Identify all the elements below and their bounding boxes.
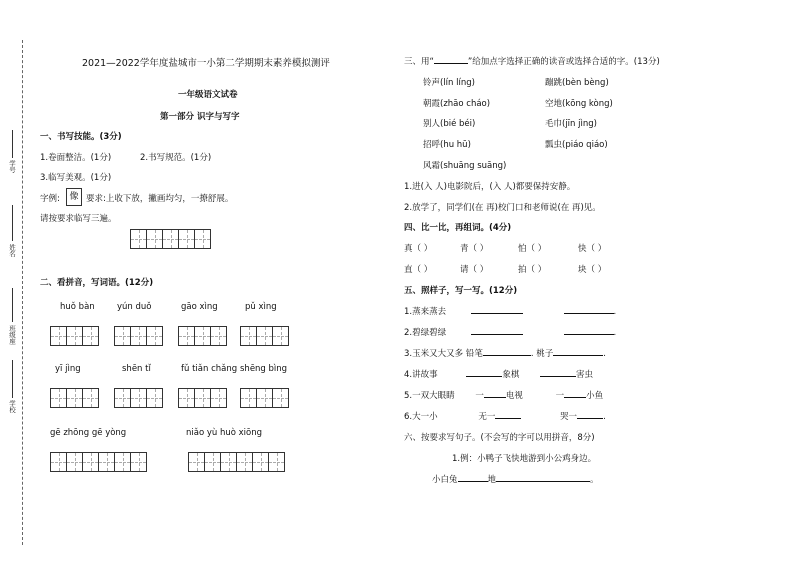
pinyin-choice[interactable]: 瓢虫(piáo qiáo) — [545, 140, 608, 150]
pinyin-label: shēn tǐ — [122, 364, 151, 374]
word-grid[interactable] — [50, 326, 99, 346]
binding-line — [22, 40, 24, 545]
word-grid[interactable] — [240, 388, 289, 408]
answer-blank[interactable] — [466, 376, 502, 377]
section-5-heading: 五、照样子，写一写。(12分) — [404, 286, 518, 296]
compare-item[interactable]: 青（ ） — [460, 244, 489, 254]
compare-item[interactable]: 拍（ ） — [518, 265, 547, 275]
s1-example-text: 要求:上收下放，撇画均匀，一撩舒展。 — [86, 194, 234, 204]
pinyin-label: gē zhōng gē yòng — [50, 428, 127, 438]
pinyin-label: gāo xìng — [181, 302, 218, 312]
section-2-heading: 二、看拼音，写词语。(12分) — [40, 278, 154, 288]
section-1-heading: 一、书写技能。(3分) — [40, 132, 122, 142]
pinyin-label: huǒ bàn — [60, 302, 95, 312]
word-grid[interactable] — [50, 452, 147, 472]
s5-q6: 6.大一小 无一 哭一 . — [404, 412, 606, 422]
pinyin-label: yī jìng — [55, 364, 81, 374]
word-grid[interactable] — [114, 326, 163, 346]
compare-item[interactable]: 真（ ） — [404, 244, 433, 254]
s1-item-1: 1.卷面整洁。(1分) — [40, 153, 112, 163]
binding-label-school: 学校 — [8, 400, 16, 413]
part-title: 第一部分 识字与写字 — [160, 112, 240, 122]
s1-example-prefix: 字例: — [40, 194, 60, 204]
section-3-heading: 三、用“ ”给加点字选择正确的读音或选择合适的字。(13分) — [404, 57, 660, 67]
binding-label-class: 班级 — [8, 325, 16, 338]
compare-item[interactable]: 快（ ） — [578, 244, 607, 254]
pinyin-choice[interactable]: 别人(bié béi) — [423, 119, 476, 129]
pinyin-choice[interactable]: 毛巾(jīn jìng) — [545, 119, 597, 129]
pinyin-choice[interactable]: 蹦跳(bèn bèng) — [545, 78, 609, 88]
answer-blank[interactable] — [484, 397, 506, 398]
answer-blank[interactable] — [564, 313, 614, 314]
answer-blank[interactable] — [564, 397, 586, 398]
section-6-heading: 六、按要求写句子。(不会写的字可以用拼音，8分) — [404, 433, 595, 443]
char-choice-q1[interactable]: 1.进(入 人)电影院后，(入 人)都要保持安静。 — [404, 182, 576, 192]
s6-answer: 小白兔 地 。 — [432, 475, 599, 485]
answer-blank[interactable] — [564, 334, 614, 335]
binding-blank — [12, 360, 13, 398]
s5-q5: 5.一双大眼睛 一 电视 一 小鱼 — [404, 391, 604, 401]
compare-item[interactable]: 怕（ ） — [518, 244, 547, 254]
binding-blank — [12, 288, 13, 322]
s5-q1: 1.蒸来蒸去 . — [404, 307, 617, 317]
pinyin-label: fǔ tiǎn chǎng — [181, 364, 238, 374]
compare-item[interactable]: 请（ ） — [460, 265, 489, 275]
s5-q2: 2.碧绿碧绿 . — [404, 328, 617, 338]
s5-q3: 3.玉米又大又多 铅笔 . 桃子 . — [404, 349, 606, 359]
binding-blank — [12, 205, 13, 241]
word-grid[interactable] — [178, 388, 227, 408]
binding-label-seat: 座 — [8, 338, 16, 345]
s6-example: 1.例：小鸭子飞快地游到小公鸡身边。 — [452, 454, 597, 464]
word-grid[interactable] — [240, 326, 289, 346]
pinyin-label: shēng bìng — [240, 364, 288, 374]
example-char-box: 像 — [66, 188, 82, 206]
char-choice-q2[interactable]: 2.放学了，同学们(在 再)校门口和老师说(在 再)见。 — [404, 203, 601, 213]
pinyin-label: yún duǒ — [117, 302, 152, 312]
s1-item-2: 2.书写规范。(1分) — [140, 153, 212, 163]
pinyin-choice[interactable]: 铃声(lín líng) — [423, 78, 475, 88]
binding-label-name: 姓名 — [8, 244, 16, 257]
answer-blank[interactable] — [471, 334, 523, 335]
exam-title: 2021—2022学年度盐城市一小第二学期期末素养模拟测评 — [82, 58, 330, 69]
answer-blank[interactable] — [540, 376, 576, 377]
answer-blank[interactable] — [458, 481, 488, 482]
compare-item[interactable]: 块（ ） — [578, 265, 607, 275]
s1-instruction: 请按要求临写三遍。 — [40, 214, 117, 224]
answer-blank[interactable] — [496, 481, 590, 482]
pinyin-choice[interactable]: 空地(kōng kòng) — [545, 99, 613, 109]
compare-item[interactable]: 直（ ） — [404, 265, 433, 275]
answer-blank[interactable] — [471, 313, 523, 314]
answer-blank[interactable] — [553, 355, 603, 356]
s5-q4: 4.讲故事 象棋 害虫 — [404, 370, 594, 380]
pinyin-label: pǔ xìng — [245, 302, 277, 312]
answer-blank[interactable] — [495, 418, 521, 419]
s1-item-3: 3.临写美观。(1分) — [40, 173, 112, 183]
word-grid[interactable] — [114, 388, 163, 408]
word-grid[interactable] — [188, 452, 285, 472]
section-4-heading: 四、比一比，再组词。(4分) — [404, 223, 512, 233]
binding-label-student-id: 学号 — [8, 160, 16, 173]
word-grid[interactable] — [50, 388, 99, 408]
pinyin-choice[interactable]: 朝霞(zhāo cháo) — [423, 99, 491, 109]
pinyin-label: niǎo yù huò xiōng — [186, 428, 263, 438]
writing-grid[interactable] — [130, 229, 211, 249]
exam-subtitle: 一年级语文试卷 — [178, 90, 238, 100]
pinyin-choice[interactable]: 风霜(shuāng suāng) — [423, 161, 507, 171]
answer-blank[interactable] — [483, 355, 531, 356]
word-grid[interactable] — [178, 326, 227, 346]
answer-blank[interactable] — [577, 418, 603, 419]
pinyin-choice[interactable]: 招呼(hu hū) — [423, 140, 471, 150]
binding-blank — [12, 130, 13, 158]
